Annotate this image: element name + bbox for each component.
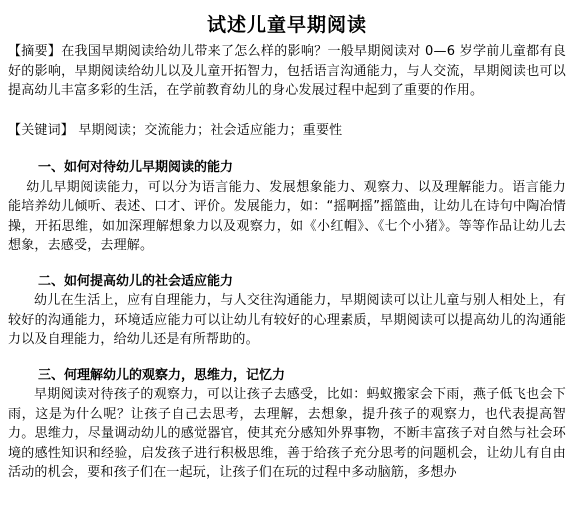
keywords-label: 【关键词】: [8, 122, 75, 138]
keywords-paragraph: [8, 121, 566, 141]
section-body-3: 早期阅读对待孩子的观察力，可以让孩子去感受，比如：蚂蚁搬家会下雨，燕子低飞也会下雨，这是为什么呢？让孩子自己去思考，去理解，去想象，提升孩子的观察力，也代表提高智力。思维力，尽量调动幼儿的感觉器官，使其充分感知外界事物，不断丰富孩子对自然与社会环境的感性知识和经验，启发孩子进行积极思维，善于给孩子充分思考的问题机会，让幼儿有自由活动的机会，要和孩子们在一起玩，让孩子们在玩的过程中多动脑筋，多想办: [8, 387, 566, 480]
section-body-1: 幼儿早期阅读能力，可以分为语言能力、发展想象能力、观察力、以及理解能力。语言能力能培养幼儿倾听、表述、口才、评价。发展能力，如：“摇啊摇”摇篮曲，让幼儿在诗句中陶冶情操，开拓思维，如加深理解想象力以及观察力，如《小红帽》、《七个小猪》。等等作品让幼儿去想象，去感受，去理解。: [8, 179, 566, 253]
abstract-text: 在我国早期阅读给幼儿带来了怎么样的影响？一般早期阅读对 0—6 岁学前儿童都有良好的影响，早期阅读给幼儿以及儿童开拓智力，包括语言沟通能力，与人交流，早期阅读也可以提高幼儿丰富多彩的生活，在学前教育幼儿的身心发展过程中起到了重要的作用。: [8, 44, 566, 98]
abstract-paragraph: [8, 42, 566, 101]
document-title: 试述儿童早期阅读: [206, 14, 367, 36]
section-heading-3: 三、何理解幼儿的观察力，思维力，记忆力: [38, 367, 286, 383]
keywords-text: 早期阅读；交流能力；社会适应能力；重要性: [74, 122, 343, 138]
section-body-2: 幼儿在生活上，应有自理能力，与人交往沟通能力，早期阅读可以让儿童与别人相处上，有较好的沟通能力，环境适应能力可以让幼儿有较好的心理素质，早期阅读可以提高幼儿的沟通能力以及自理能力，给幼儿还是有所帮助的。: [8, 293, 566, 347]
section-heading-1: 一、如何对待幼儿早期阅读的能力: [38, 160, 234, 175]
section-heading-2: 二、如何提高幼儿的社会适应能力: [38, 273, 234, 289]
abstract-label: 【摘要】: [8, 44, 62, 59]
